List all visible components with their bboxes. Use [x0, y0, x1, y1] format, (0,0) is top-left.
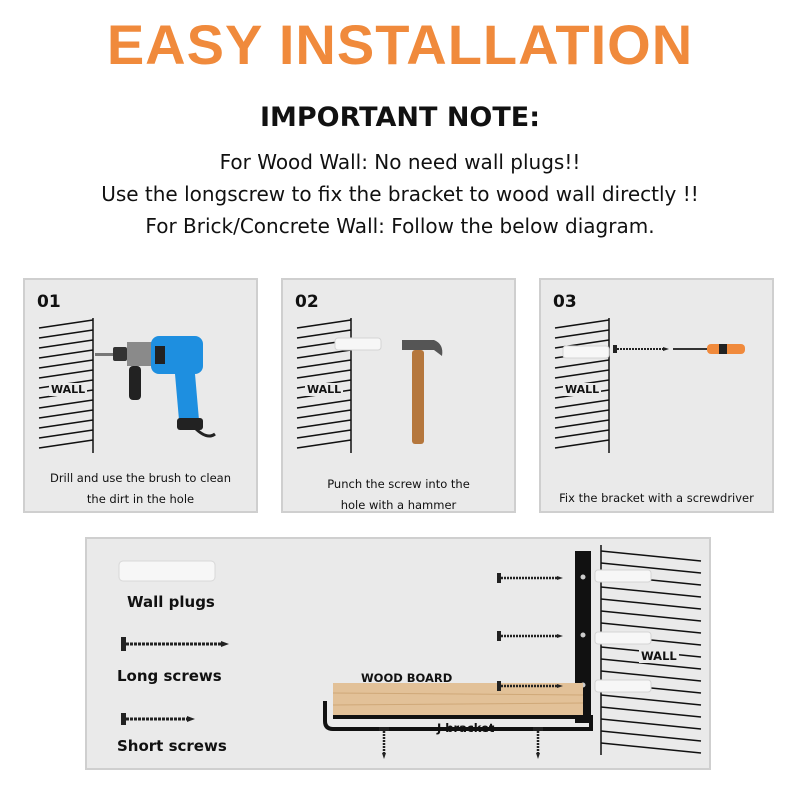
short-screw-icon	[379, 727, 389, 759]
wall-plug-icon	[595, 631, 655, 645]
step-number: 03	[553, 292, 577, 312]
caption-line: Drill and use the brush to clean	[49, 471, 232, 485]
caption-line: Punch the screw into the	[327, 477, 470, 491]
page-title: EASY INSTALLATION	[106, 13, 694, 76]
wall-label: WALL	[307, 383, 342, 396]
short-screw-icon	[121, 713, 195, 725]
screw-icon	[613, 344, 669, 354]
screwdriver-icon	[673, 342, 747, 356]
caption-line: hole with a hammer	[340, 498, 457, 512]
step-03-panel	[539, 278, 774, 513]
step-number: 01	[37, 292, 61, 312]
step-02-panel	[281, 278, 516, 513]
long-screw-icon	[497, 681, 563, 691]
wall-plug-icon	[335, 336, 385, 352]
wall-plugs-label: Wall plugs	[127, 593, 215, 611]
wall-plug-icon	[563, 344, 613, 360]
long-screws-label: Long screws	[117, 667, 222, 685]
note-heading: IMPORTANT NOTE:	[259, 102, 541, 133]
note-line-brick: For Brick/Concrete Wall: Follow the below diagram.	[145, 214, 655, 238]
short-screws-label: Short screws	[117, 737, 227, 755]
step-01-panel	[23, 278, 258, 513]
note-line-wood: For Wood Wall: No need wall plugs!!	[219, 150, 581, 174]
caption-line: Fix the bracket with a screwdriver	[559, 491, 754, 505]
j-bracket-label: J bracket	[437, 721, 495, 735]
long-screw-icon	[497, 631, 563, 641]
drill-icon	[95, 332, 225, 442]
short-screw-icon	[533, 727, 543, 759]
wall-label: WALL	[51, 383, 86, 396]
wall-plug-icon	[595, 569, 655, 583]
step-caption	[283, 474, 514, 516]
step-caption	[541, 488, 772, 509]
caption-line: the dirt in the hole	[86, 492, 195, 506]
step-caption	[25, 468, 256, 510]
wall-label: WALL	[565, 383, 600, 396]
hammer-icon	[398, 334, 448, 446]
step-number: 02	[295, 292, 319, 312]
parts-panel	[85, 537, 711, 770]
long-screw-icon	[497, 573, 563, 583]
note-line-longscrew: Use the longscrew to fix the bracket to wood wall directly !!	[101, 182, 699, 206]
long-screw-icon	[121, 637, 229, 651]
wood-board-label: WOOD BOARD	[361, 671, 453, 685]
wall-label: WALL	[641, 649, 677, 663]
wall-plug-icon	[595, 679, 655, 693]
wall-plug-icon	[119, 557, 219, 585]
